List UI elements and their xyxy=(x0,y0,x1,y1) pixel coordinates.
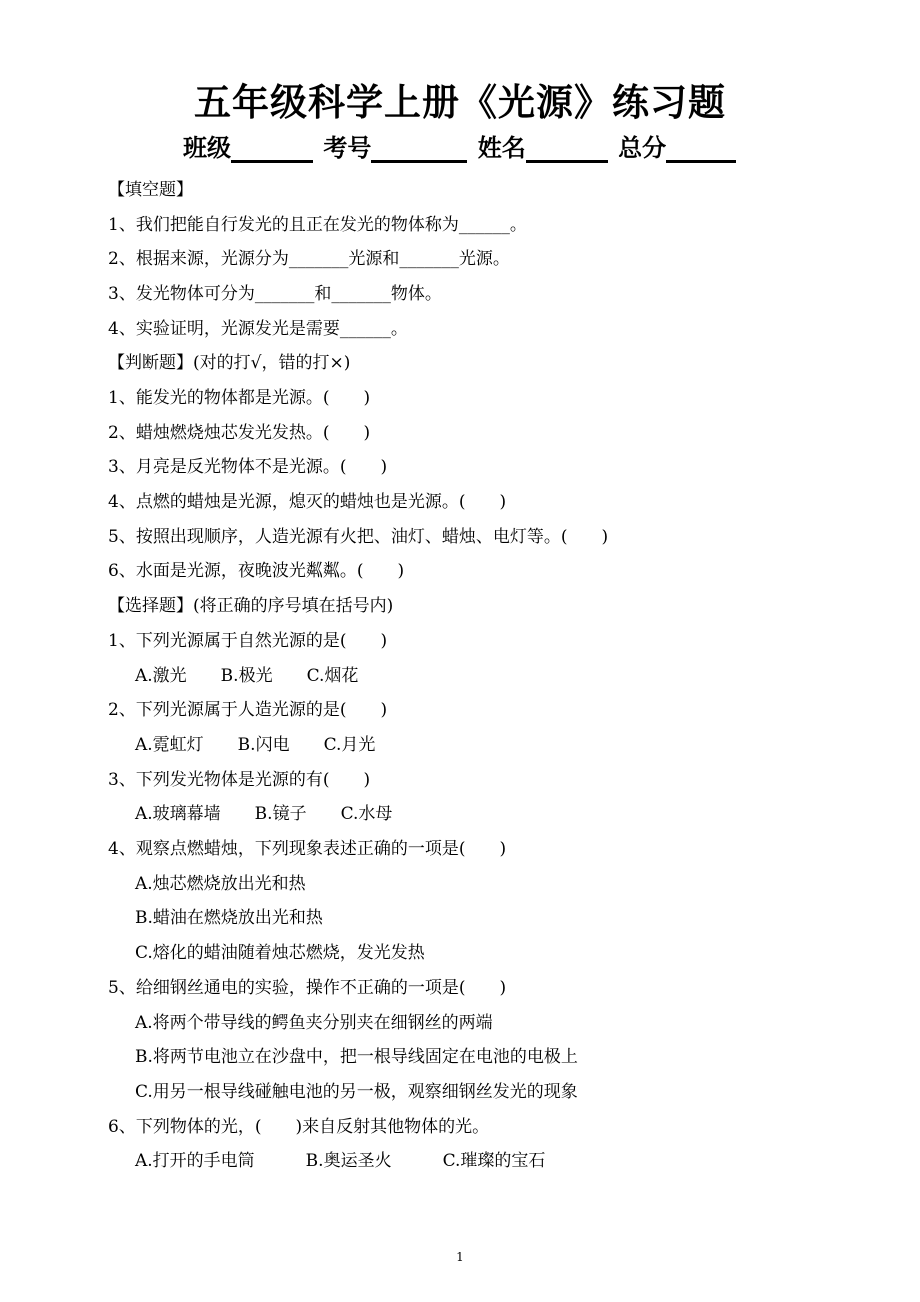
fill-question-2: 2、根据来源，光源分为_______光源和_______光源。 xyxy=(108,249,510,269)
choice-options-2: A.霓虹灯 B.闪电 C.月光 xyxy=(135,735,376,755)
choice-question-5: 5、给细钢丝通电的实验，操作不正确的一项是( ) xyxy=(108,978,507,998)
number-label: 考号 xyxy=(323,134,372,162)
class-label: 班级 xyxy=(183,134,231,162)
judge-question-5: 5、按照出现顺序，人造光源有火把、油灯、蜡烛、电灯等。( ) xyxy=(108,527,609,547)
choice-options-1: A.激光 B.极光 C.烟花 xyxy=(135,666,359,686)
choice-question-1: 1、下列光源属于自然光源的是( ) xyxy=(108,631,388,651)
score-label: 总分 xyxy=(618,134,667,162)
judge-question-1: 1、能发光的物体都是光源。( ) xyxy=(108,388,371,408)
score-blank[interactable] xyxy=(666,134,736,163)
fill-question-1: 1、我们把能自行发光的且正在发光的物体称为______。 xyxy=(108,215,527,235)
choice-section-header: 【选择题】(将正确的序号填在括号内) xyxy=(108,596,394,616)
fill-section-header: 【填空题】 xyxy=(108,180,193,200)
choice-question-6: 6、下列物体的光，( )来自反射其他物体的光。 xyxy=(108,1117,490,1137)
class-blank[interactable] xyxy=(231,134,313,163)
fill-question-4: 4、实验证明，光源发光是需要______。 xyxy=(108,319,408,339)
choice-option-5a: A.将两个带导线的鳄鱼夹分别夹在细钢丝的两端 xyxy=(135,1013,493,1033)
page-title: 五年级科学上册《光源》练习题 xyxy=(194,81,726,124)
judge-question-2: 2、蜡烛燃烧烛芯发光发热。( ) xyxy=(108,423,371,443)
judge-question-4: 4、点燃的蜡烛是光源，熄灭的蜡烛也是光源。( ) xyxy=(108,492,507,512)
choice-option-4c: C.熔化的蜡油随着烛芯燃烧，发光发热 xyxy=(135,943,425,963)
choice-question-2: 2、下列光源属于人造光源的是( ) xyxy=(108,700,388,720)
number-blank[interactable] xyxy=(371,134,467,163)
judge-question-3: 3、月亮是反光物体不是光源。( ) xyxy=(108,457,388,477)
choice-option-4b: B.蜡油在燃烧放出光和热 xyxy=(135,908,323,928)
judge-question-6: 6、水面是光源，夜晚波光粼粼。( ) xyxy=(108,561,405,581)
student-info-line xyxy=(183,128,738,163)
name-blank[interactable] xyxy=(526,134,608,163)
choice-question-3: 3、下列发光物体是光源的有( ) xyxy=(108,770,371,790)
choice-option-5b: B.将两节电池立在沙盘中，把一根导线固定在电池的电极上 xyxy=(135,1047,578,1067)
name-label: 姓名 xyxy=(477,134,526,162)
choice-options-3: A.玻璃幕墙 B.镜子 C.水母 xyxy=(135,804,393,824)
page-number: 1 xyxy=(456,1250,464,1264)
fill-question-3: 3、发光物体可分为_______和_______物体。 xyxy=(108,284,442,304)
choice-options-6: A.打开的手电筒 B.奥运圣火 C.璀璨的宝石 xyxy=(135,1151,546,1171)
choice-option-5c: C.用另一根导线碰触电池的另一极，观察细钢丝发光的现象 xyxy=(135,1082,578,1102)
choice-question-4: 4、观察点燃蜡烛，下列现象表述正确的一项是( ) xyxy=(108,839,507,859)
choice-option-4a: A.烛芯燃烧放出光和热 xyxy=(135,874,306,894)
judge-section-header: 【判断题】(对的打√，错的打×) xyxy=(108,353,351,373)
